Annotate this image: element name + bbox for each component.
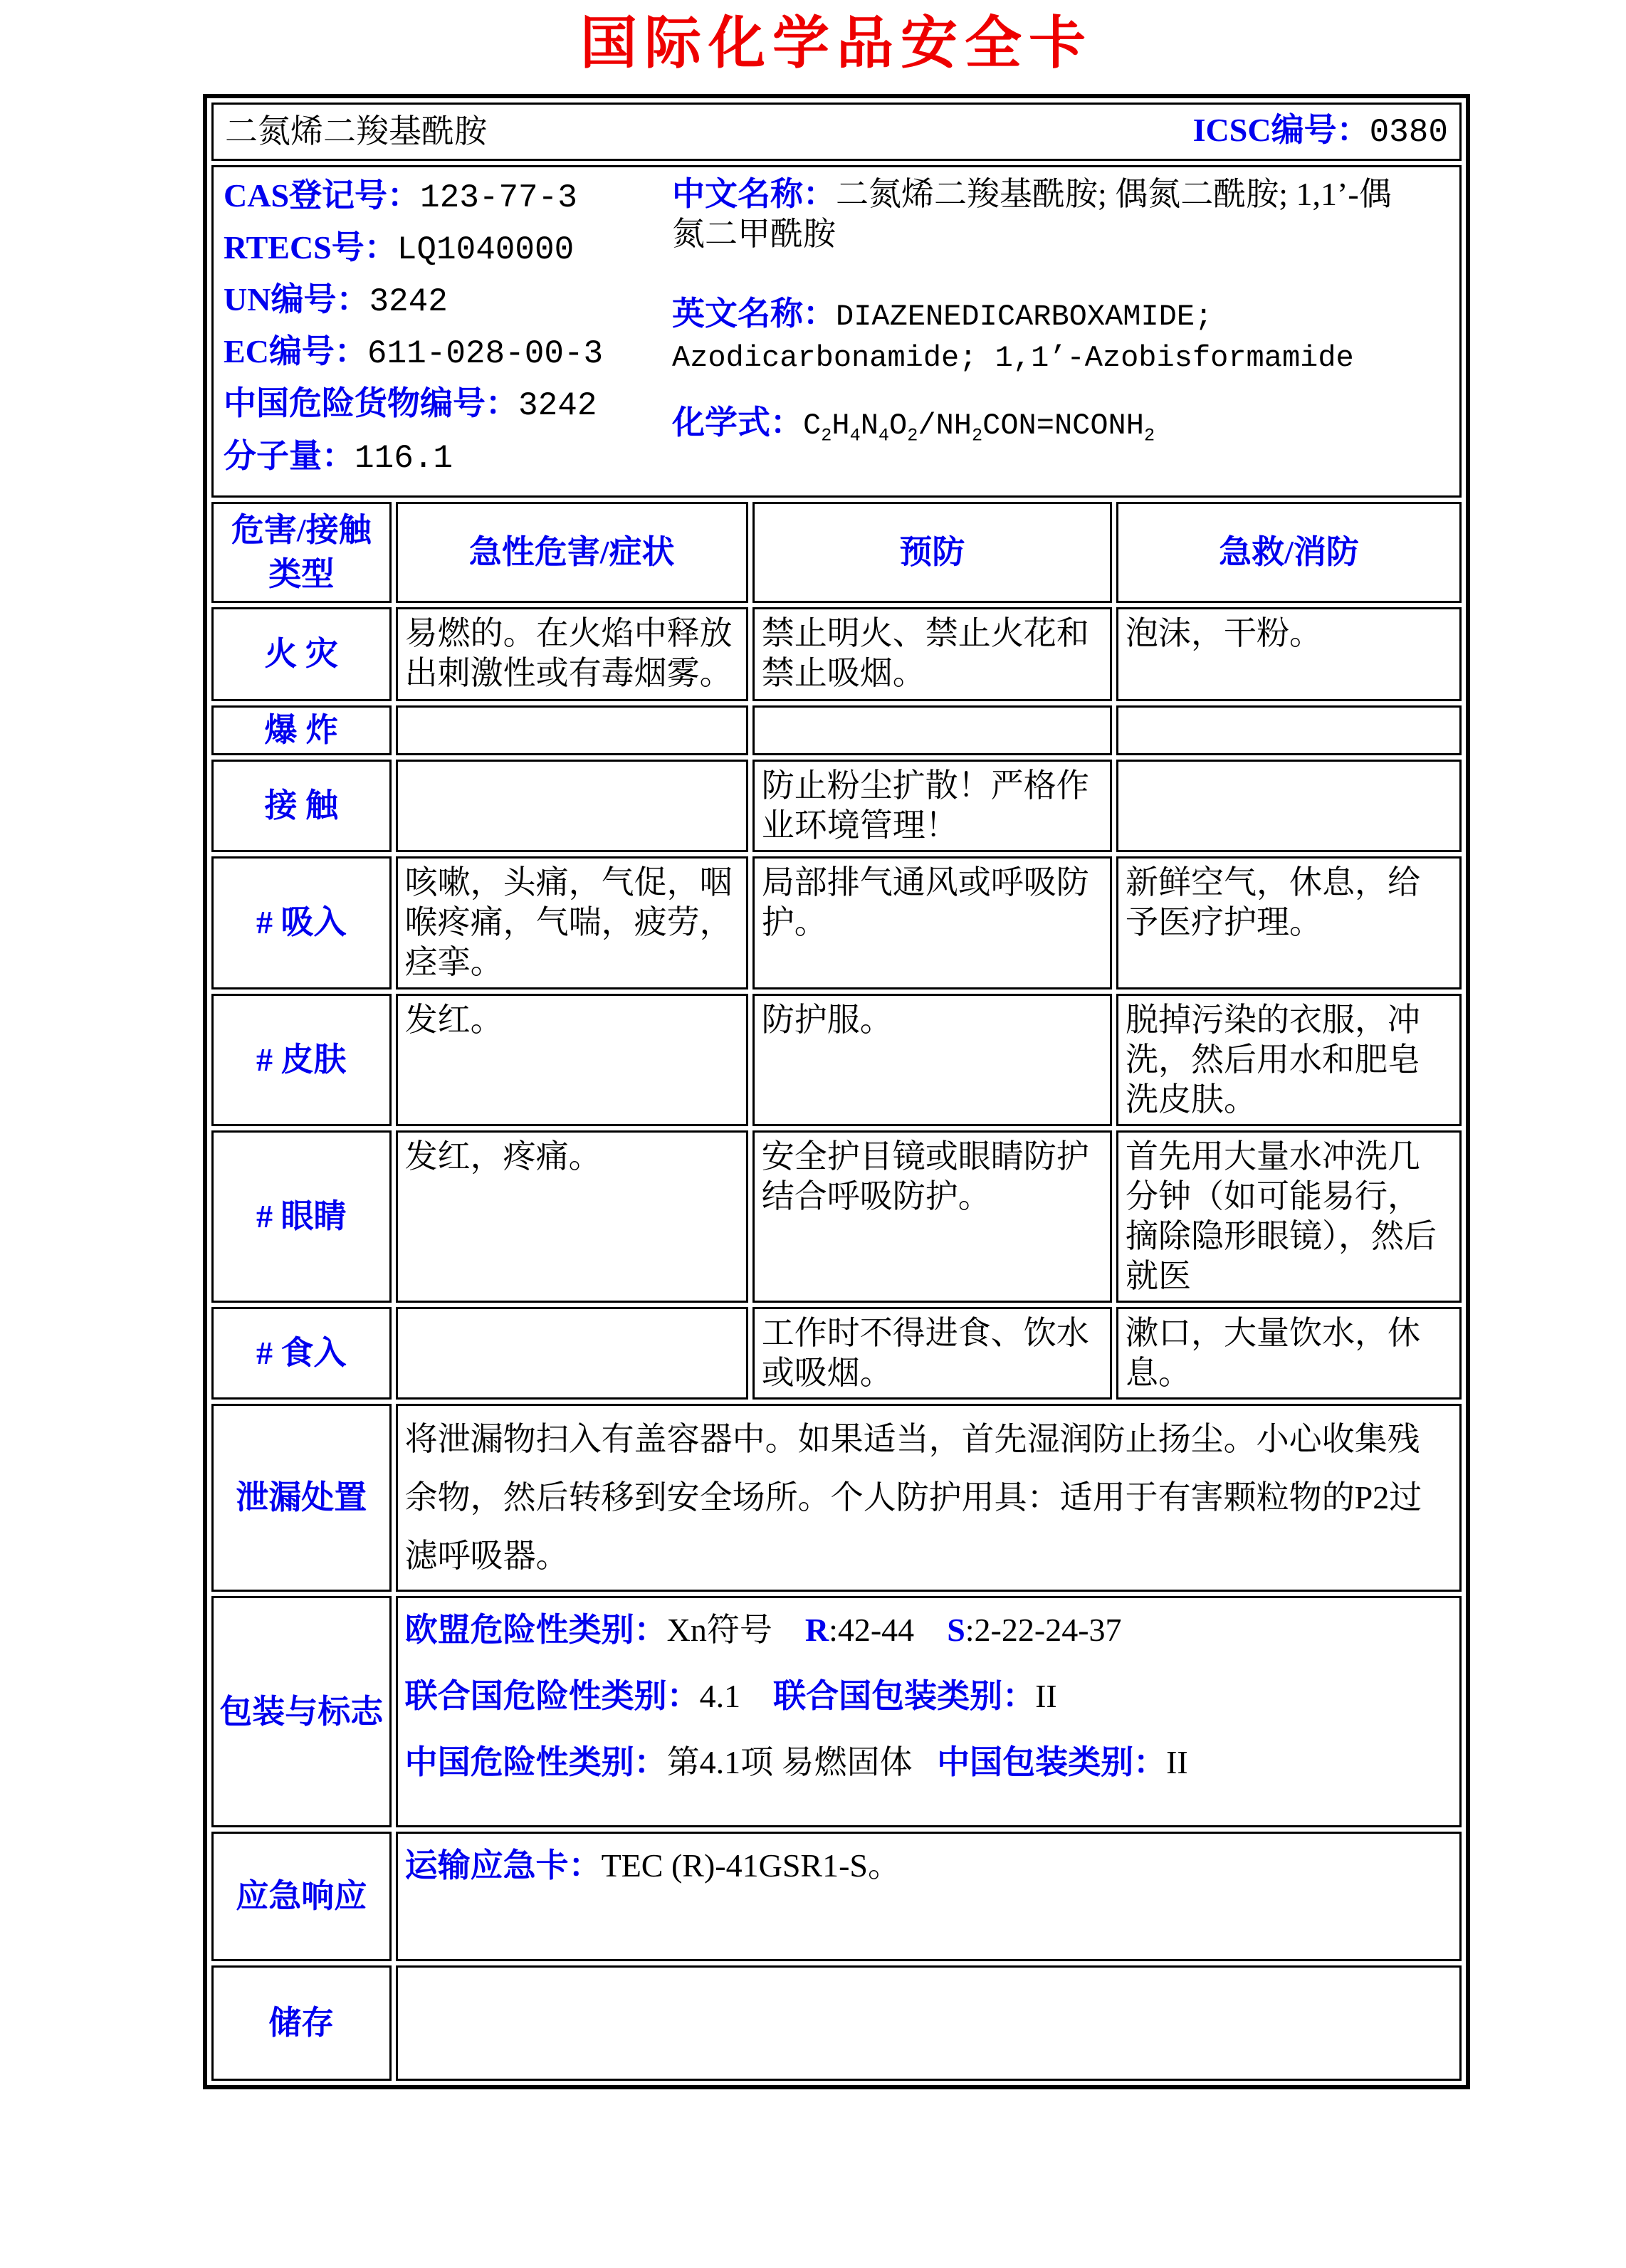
skin-response: 脱掉污染的衣服，冲洗，然后用水和肥皂洗皮肤。 [1116, 994, 1462, 1126]
chemical-formula [672, 403, 1398, 444]
inhalation-label: # 吸入 [211, 856, 392, 989]
card-header-cell [211, 103, 1462, 161]
packaging-content [396, 1596, 1462, 1827]
ingestion-symptoms [396, 1307, 748, 1400]
hazard-header-firefighting: 急救/消防 [1116, 502, 1462, 603]
hazard-header-type: 危害/接触类型 [211, 502, 392, 603]
hazard-row-exposure [211, 760, 1462, 852]
exposure-symptoms [396, 760, 748, 852]
explosion-symptoms [396, 705, 748, 755]
identity-row [211, 165, 1462, 498]
skin-symptoms: 发红。 [396, 994, 748, 1126]
explosion-label: 爆 炸 [211, 705, 392, 755]
eyes-response: 首先用大量水冲洗几分钟（如可能易行，摘除隐形眼镜），然后就医 [1116, 1130, 1462, 1303]
section-row-storage [211, 1965, 1462, 2081]
exposure-prevention: 防止粉尘扩散！严格作业环境管理！ [752, 760, 1112, 852]
identifier-mol-weight: 分子量：116.1 [224, 437, 453, 477]
identity-cell [211, 165, 1462, 498]
ingestion-label: # 食入 [211, 1307, 392, 1400]
safety-card-table [203, 94, 1470, 2089]
exposure-response [1116, 760, 1462, 852]
identifier-rtecs: RTECS号：LQ1040000 [224, 229, 575, 269]
fire-symptoms: 易燃的。在火焰中释放出刺激性或有毒烟雾。 [396, 607, 748, 701]
fire-label: 火 灾 [211, 607, 392, 701]
emergency-label: 应急响应 [211, 1832, 392, 1961]
identifier-cas: CAS登记号：123-77-3 [224, 177, 577, 216]
formula-label: 化学式： [672, 404, 803, 441]
ingestion-response: 漱口，大量饮水，休息。 [1116, 1307, 1462, 1400]
identifier-china-dg: 中国危险货物编号：3242 [224, 385, 597, 425]
packaging-eu-class: 欧盟危险性类别：Xn符号 R:42-44 S:2-22-24-37 [404, 1612, 1122, 1649]
icsc-label: ICSC编号： [1192, 112, 1370, 149]
card-header-row [211, 103, 1462, 161]
hazard-row-eyes [211, 1130, 1462, 1303]
identifier-un: UN编号：3242 [224, 281, 448, 321]
transport-emergency-card: 运输应急卡：TEC (R)-41GSR1-S。 [404, 1847, 901, 1884]
eyes-label: # 眼睛 [211, 1130, 392, 1303]
fire-response: 泡沫，干粉。 [1116, 607, 1462, 701]
storage-label: 储存 [211, 1965, 392, 2081]
identifier-ec: EC编号：611-028-00-3 [224, 333, 604, 373]
explosion-response [1116, 705, 1462, 755]
page-title: 国际化学品安全卡 [580, 13, 1093, 75]
hazard-row-explosion [211, 705, 1462, 755]
spillage-text: 将泄漏物扫入有盖容器中。如果适当，首先湿润防止扬尘。小心收集残余物，然后转移到安全场所。个人防护用具：适用于有害颗粒物的P2过滤呼吸器。 [404, 1421, 1422, 1575]
name-block [672, 174, 1398, 488]
section-row-emergency [211, 1832, 1462, 1961]
hazard-header-row [211, 502, 1462, 603]
inhalation-prevention: 局部排气通风或呼吸防护。 [752, 856, 1112, 989]
chinese-name [672, 174, 1398, 254]
chinese-name-value: 二氮烯二羧基酰胺; 偶氮二酰胺; 1,1’-偶氮二甲酰胺 [672, 176, 1392, 253]
eyes-symptoms: 发红，疼痛。 [396, 1130, 748, 1303]
explosion-prevention [752, 705, 1112, 755]
hazard-row-inhalation [211, 856, 1462, 989]
section-row-packaging [211, 1596, 1462, 1827]
english-name-label: 英文名称： [672, 295, 836, 332]
hazard-header-prevention: 预防 [752, 502, 1112, 603]
icsc-number: 0380 [1369, 114, 1448, 152]
hazard-row-ingestion [211, 1307, 1462, 1400]
identifier-list [224, 174, 672, 488]
hazard-row-fire [211, 607, 1462, 701]
hazard-header-symptoms: 急性危害/症状 [396, 502, 748, 603]
ingestion-prevention: 工作时不得进食、饮水或吸烟。 [752, 1307, 1112, 1400]
fire-prevention: 禁止明火、禁止火花和禁止吸烟。 [752, 607, 1112, 701]
exposure-label: 接 触 [211, 760, 392, 852]
emergency-content [396, 1832, 1462, 1961]
storage-content [396, 1965, 1462, 2081]
english-name [672, 294, 1398, 377]
formula-value: $C_2H_4N_4O_2/NH_2CON=NCONH_2$ [803, 408, 1155, 446]
substance-name: 二氮烯二羧基酰胺 [225, 112, 487, 149]
chinese-name-label: 中文名称： [672, 176, 836, 212]
hazard-row-skin [211, 994, 1462, 1126]
eyes-prevention: 安全护目镜或眼睛防护结合呼吸防护。 [752, 1130, 1112, 1303]
packaging-china-class: 中国危险性类别：第4.1项 易燃固体 中国包装类别：II [404, 1744, 1188, 1781]
inhalation-response: 新鲜空气，休息，给予医疗护理。 [1116, 856, 1462, 989]
english-name-value: DIAZENEDICARBOXAMIDE; Azodicarbonamide; 1,1’-Azobisformamide [672, 300, 1354, 376]
skin-label: # 皮肤 [211, 994, 392, 1126]
packaging-un-class: 联合国危险性类别：4.1 联合国包装类别：II [404, 1678, 1057, 1715]
packaging-label: 包装与标志 [211, 1596, 392, 1827]
icsc-number-field [1193, 110, 1448, 152]
spillage-label: 泄漏处置 [211, 1404, 392, 1592]
section-row-spillage [211, 1404, 1462, 1592]
spillage-content [396, 1404, 1462, 1592]
skin-prevention: 防护服。 [752, 994, 1112, 1126]
inhalation-symptoms: 咳嗽，头痛，气促，咽喉疼痛，气喘，疲劳，痉挛。 [396, 856, 748, 989]
